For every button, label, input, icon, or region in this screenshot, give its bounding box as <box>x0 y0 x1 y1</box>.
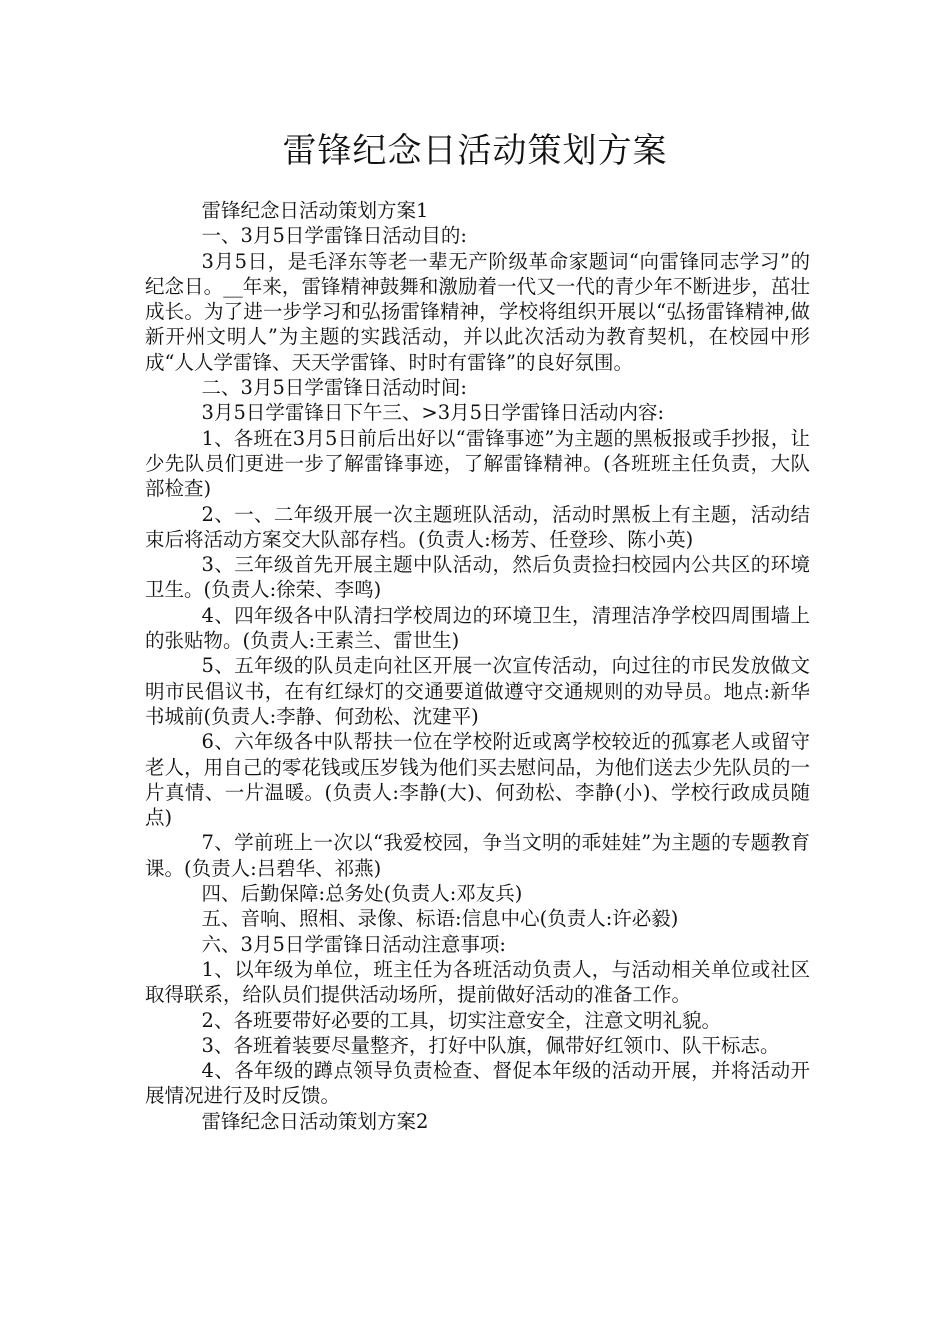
paragraph: 4、四年级各中队清扫学校周边的环境卫生，清理洁净学校四周围墙上的张贴物。(负责人:王素兰、雷世生) <box>145 603 810 653</box>
paragraph: 3、各班着装要尽量整齐，打好中队旗，佩带好红领巾、队干标志。 <box>201 1033 780 1057</box>
paragraph: 2、一、二年级开展一次主题班队活动，活动时黑板上有主题，活动结束后将活动方案交大队部存档。(负责人:杨芳、任登珍、陈小英) <box>145 502 810 551</box>
paragraph: 5、五年级的队员走向社区开展一次宣传活动，向过往的市民发放做文明市民倡议书，在有红绿灯的交通要道做遵守交通规则的劝导员。地点:新华书城前(负责人:李静、何劲松、沈建平) <box>145 654 810 728</box>
paragraph: 一、3月5日学雷锋日活动目的: <box>201 224 467 248</box>
paragraph: 1、各班在3月5日前后出好以“雷锋事迹”为主题的黑板报或手抄报，让少先队员们更进一步了解雷锋事迹，了解雷锋精神。(各班班主任负责，大队部检查) <box>145 426 810 501</box>
paragraph: 3月5日，是毛泽东等老一辈无产阶级革命家题词“向雷锋同志学习”的纪念日。__年来，雷锋精神鼓舞和激励着一代又一代的青少年不断进步，茁壮成长。为了进一步学习和弘扬雷锋精神，学校将组织开展以“弘扬雷锋精神,做新开州文明人”为主题的实践活动，并以此次活动为教育契机，在校园中形成“人人学雷锋、天天学雷锋、时时有雷锋”的良好氛围。 <box>145 249 810 374</box>
section-heading: 雷锋纪念日活动策划方案2 <box>201 1109 429 1133</box>
paragraph: 六、3月5日学雷锋日活动注意事项: <box>201 932 506 956</box>
paragraph: 1、以年级为单位，班主任为各班活动负责人，与活动相关单位或社区取得联系，给队员们提供活动场所，提前做好活动的准备工作。 <box>145 957 810 1007</box>
paragraph: 五、音响、照相、录像、标语:信息中心(负责人:许必毅) <box>201 907 679 931</box>
section-heading: 雷锋纪念日活动策划方案1 <box>201 199 429 222</box>
document-title: 雷锋纪念日活动策划方案 <box>282 131 668 171</box>
paragraph: 2、各班要带好必要的工具，切实注意安全，注意文明礼貌。 <box>201 1008 721 1032</box>
paragraph: 3、三年级首先开展主题中队活动，然后负责捡扫校园内公共区的环境卫生。(负责人:徐荣、李鸣) <box>145 553 810 602</box>
paragraph: 4、各年级的蹲点领导负责检查、督促本年级的活动开展，并将活动开展情况进行及时反馈。 <box>145 1059 810 1108</box>
paragraph: 6、六年级各中队帮扶一位在学校附近或离学校较近的孤寡老人或留守老人，用自己的零花钱或压岁钱为他们买去慰问品，为他们送去少先队员的一片真情、一片温暖。(负责人:李静(大)、何劲松、李静(小)、学校行政成员随点) <box>145 730 810 830</box>
document-body <box>145 198 810 1134</box>
paragraph: 四、后勤保障:总务处(负责人:邓友兵) <box>201 882 523 906</box>
paragraph: 二、3月5日学雷锋日活动时间: <box>201 376 467 400</box>
paragraph: 3月5日学雷锋日下午三、>3月5日学雷锋日活动内容: <box>201 401 665 425</box>
paragraph: 7、学前班上一次以“我爱校园，争当文明的乖娃娃”为主题的专题教育课。(负责人:吕碧华、祁燕) <box>145 831 810 880</box>
